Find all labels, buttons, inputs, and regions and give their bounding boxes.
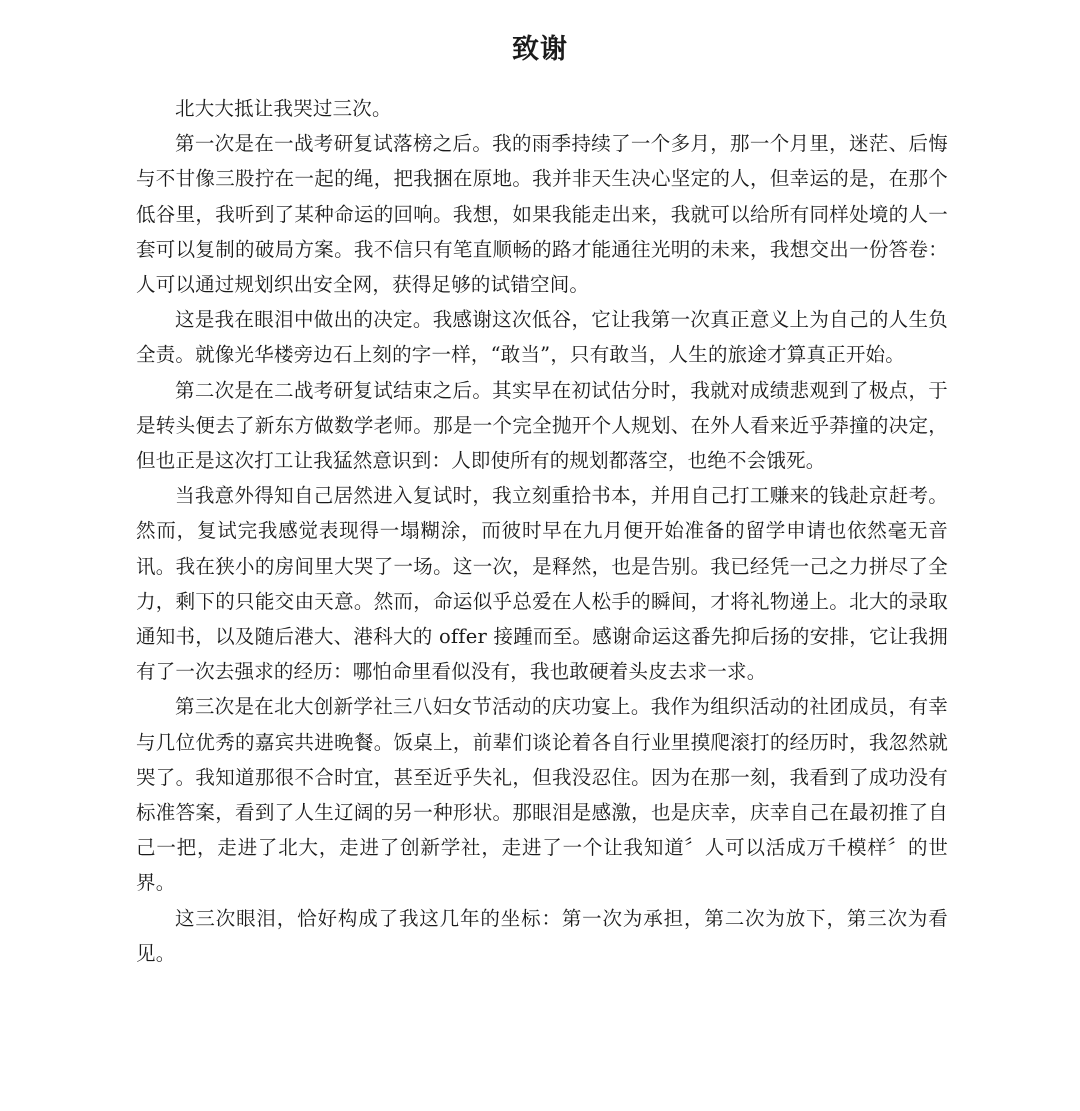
paragraph-2: 第一次是在一战考研复试落榜之后。我的雨季持续了一个多月，那一个月里，迷茫、后悔与不甘像三股拧在一起的绳，把我捆在原地。我并非天生决心坚定的人，但幸运的是，在那个低谷里，我听到了某种命运的回响。我想，如果我能走出来，我就可以给所有同样处境的人一套可以复制的破局方案。我不信只有笔直顺畅的路才能通往光明的未来，我想交出一份答卷：人可以通过规划织出安全网，获得足够的试错空间。: [136, 132, 948, 297]
paragraph-1: 北大大抵让我哭过三次。: [175, 97, 392, 120]
paragraph-7: 这三次眼泪，恰好构成了我这几年的坐标：第一次为承担，第二次为放下，第三次为看见。: [136, 906, 948, 965]
paragraph-3: 这是我在眼泪中做出的决定。我感谢这次低谷，它让我第一次真正意义上为自己的人生负全责。就像光华楼旁边石上刻的字一样，“敢当”，只有敢当，人生的旅途才算真正开始。: [136, 308, 948, 367]
page-title: 致谢: [512, 34, 568, 66]
document-body: [136, 91, 948, 971]
paragraph-6: 第三次是在北大创新学社三八妇女节活动的庆功宴上。我作为组织活动的社团成员，有幸与几位优秀的嘉宾共进晚餐。饭桌上，前辈们谈论着各自行业里摸爬滚打的经历时，我忽然就哭了。我知道那很不合时宜，甚至近乎失礼，但我没忍住。因为在那一刻，我看到了成功没有标准答案，看到了人生辽阔的另一种形状。那眼泪是感激，也是庆幸，庆幸自己在最初推了自己一把，走进了北大，走进了创新学社，走进了一个让我知道〞人可以活成万千模样〞的世界。: [136, 695, 948, 895]
paragraph-4: 第二次是在二战考研复试结束之后。其实早在初试估分时，我就对成绩悲观到了极点，于是转头便去了新东方做数学老师。那是一个完全抛开个人规划、在外人看来近乎莽撞的决定，但也正是这次打工让我猛然意识到：人即使所有的规划都落空，也绝不会饿死。: [136, 378, 948, 473]
paragraph-5: 当我意外得知自己居然进入复试时，我立刻重拾书本，并用自己打工赚来的钱赴京赶考。然而，复试完我感觉表现得一塌糊涂，而彼时早在九月便开始准备的留学申请也依然毫无音讯。我在狭小的房间里大哭了一场。这一次，是释然，也是告别。我已经凭一己之力拼尽了全力，剩下的只能交由天意。然而，命运似乎总爱在人松手的瞬间，才将礼物递上。北大的录取通知书，以及随后港大、港科大的 offer 接踵而至。感谢命运这番先抑后扬的安排，它让我拥有了一次去强求的经历：哪怕命里看似没有，我也敢硬着头皮去求一求。: [136, 484, 948, 684]
